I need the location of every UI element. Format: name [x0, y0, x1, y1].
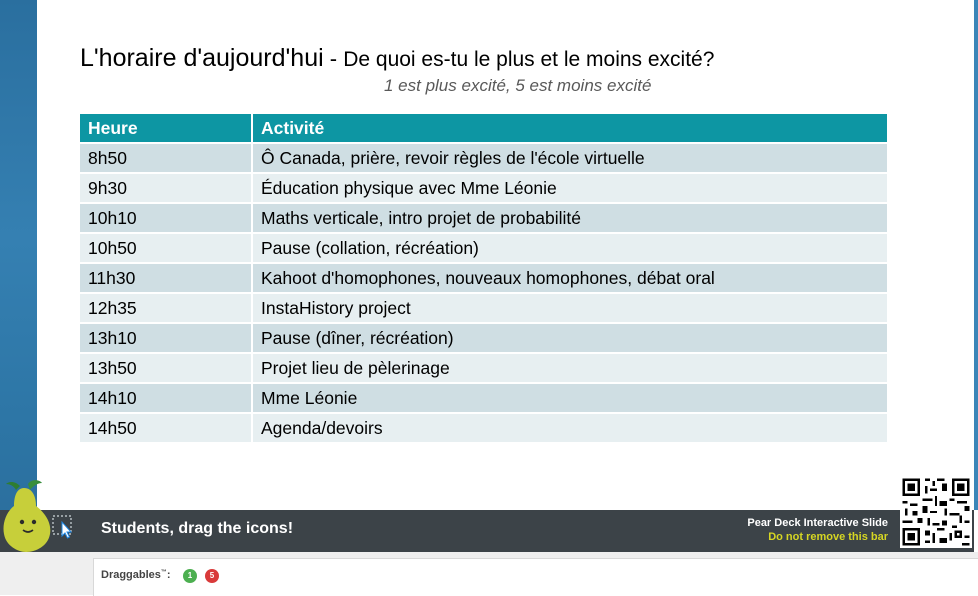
table-row	[80, 294, 887, 324]
row-time: 11h30	[80, 264, 253, 294]
slide-title	[80, 44, 714, 73]
header-time: Heure	[80, 114, 253, 144]
schedule-header-row	[80, 114, 887, 144]
title-question: De quoi es-tu le plus et le moins excité?	[343, 48, 715, 71]
title-separator: -	[323, 46, 344, 71]
drag-cursor-icon	[52, 514, 76, 540]
row-time: 14h50	[80, 414, 253, 444]
row-time: 10h50	[80, 234, 253, 264]
row-activity: Pause (collation, récréation)	[253, 234, 887, 264]
row-time: 12h35	[80, 294, 253, 324]
row-activity: Kahoot d'homophones, nouveaux homophones, débat oral	[253, 264, 887, 294]
right-background	[974, 0, 978, 510]
pear-mascot-icon	[0, 478, 52, 552]
row-activity: Projet lieu de pèlerinage	[253, 354, 887, 384]
slide-subtitle: 1 est plus excité, 5 est moins excité	[384, 76, 652, 95]
title-main: L'horaire d'aujourd'hui	[80, 44, 324, 72]
draggables-label-colon: :	[166, 569, 171, 581]
row-activity: Mme Léonie	[253, 384, 887, 414]
row-time: 13h10	[80, 324, 253, 354]
row-time: 14h10	[80, 384, 253, 414]
row-time: 13h50	[80, 354, 253, 384]
row-time: 10h10	[80, 204, 253, 234]
table-row	[80, 234, 887, 264]
table-row	[80, 354, 887, 384]
row-activity: InstaHistory project	[253, 294, 887, 324]
row-time: 9h30	[80, 174, 253, 204]
table-row	[80, 174, 887, 204]
row-activity: Éducation physique avec Mme Léonie	[253, 174, 887, 204]
table-row	[80, 144, 887, 174]
table-row	[80, 384, 887, 414]
table-row	[80, 324, 887, 354]
draggables-label	[101, 569, 171, 581]
qr-code-icon	[900, 476, 972, 548]
row-activity: Maths verticale, intro projet de probabilité	[253, 204, 887, 234]
draggable-dot-5[interactable]: 5	[205, 569, 219, 583]
draggables-label-text: Draggables	[101, 569, 161, 581]
header-activity: Activité	[253, 114, 887, 144]
table-row	[80, 264, 887, 294]
draggable-dot-1[interactable]: 1	[183, 569, 197, 583]
peardeck-label-title: Pear Deck Interactive Slide	[747, 517, 888, 529]
peardeck-label	[747, 516, 888, 544]
draggables-panel	[93, 558, 978, 596]
trademark-mark: ™	[160, 569, 167, 576]
row-time: 8h50	[80, 144, 253, 174]
schedule-table	[80, 114, 887, 444]
row-activity: Ô Canada, prière, revoir règles de l'école virtuelle	[253, 144, 887, 174]
row-activity: Agenda/devoirs	[253, 414, 887, 444]
row-activity: Pause (dîner, récréation)	[253, 324, 887, 354]
table-row	[80, 204, 887, 234]
peardeck-label-warning: Do not remove this bar	[768, 531, 888, 543]
peardeck-instruction: Students, drag the icons!	[101, 520, 294, 537]
table-row	[80, 414, 887, 444]
